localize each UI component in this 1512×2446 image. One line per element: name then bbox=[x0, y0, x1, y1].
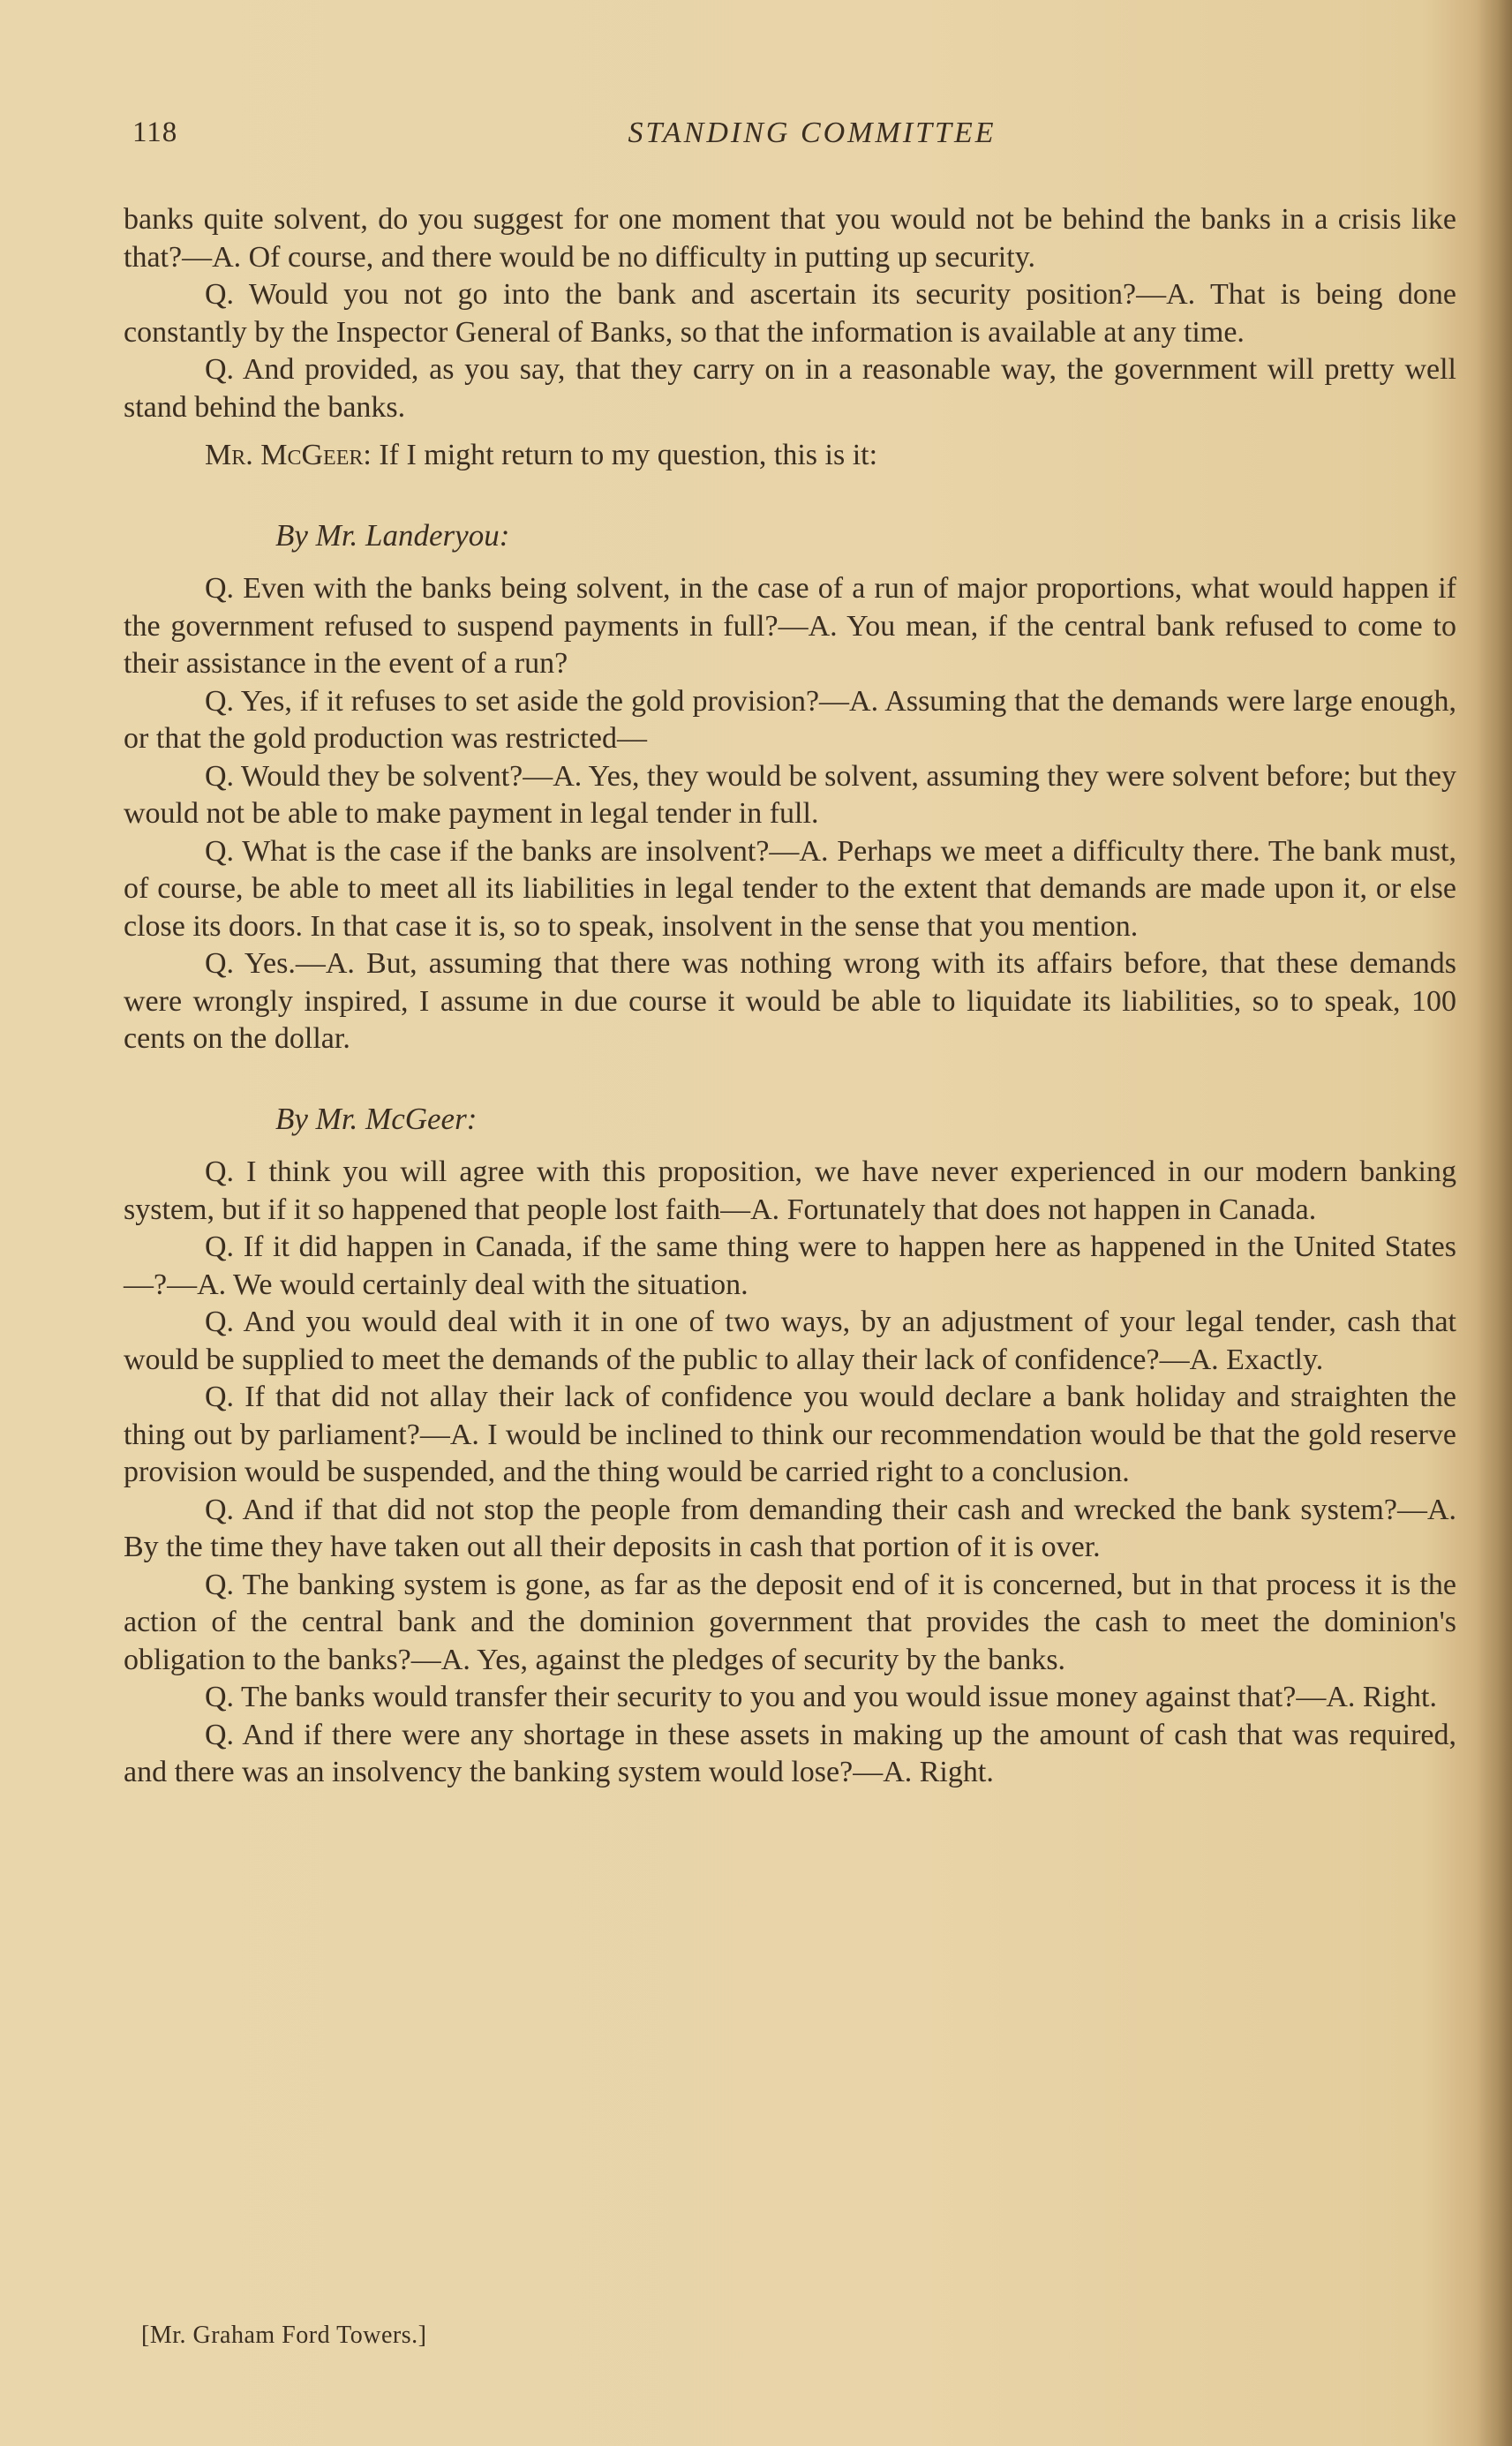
page-body bbox=[124, 201, 1456, 1792]
section-heading-mcgeer: By Mr. McGeer: bbox=[275, 1101, 478, 1136]
paragraph: Q. I think you will agree with this proposition, we have never experienced in our modern banking system, but if it so happened that people lost faith—A. Fortunately that does not happen in Canada. bbox=[124, 1155, 1456, 1226]
paragraph: Q. And you would deal with it in one of two ways, by an adjustment of your legal tender, cash that would be supplied to meet the demands of the public to allay their lack of confidence?—A. Exactly. bbox=[124, 1306, 1456, 1376]
witness-note: [Mr. Graham Ford Towers.] bbox=[141, 2322, 427, 2349]
paragraph: Q. Yes, if it refuses to set aside the gold provision?—A. Assuming that the demands were large enough, or that the gold production was restricted— bbox=[124, 684, 1456, 755]
page-edge-shadow bbox=[1477, 0, 1512, 2446]
page-number: 118 bbox=[132, 117, 178, 148]
page-header bbox=[132, 117, 1439, 161]
paragraph: Q. The banking system is gone, as far as the deposit end of it is concerned, but in that process it is the action of the central bank and the dominion government that provides the cash to meet the dominion's obligation to the banks?—A. Yes, against the pledges of security by the banks. bbox=[124, 1568, 1456, 1676]
paragraph: Q. If it did happen in Canada, if the same thing were to happen here as happened in the United States—?—A. We would certainly deal with the situation. bbox=[124, 1231, 1456, 1301]
interjection bbox=[124, 437, 1456, 475]
paragraph: Q. Would you not go into the bank and ascertain its security position?—A. That is being done constantly by the Inspector General of Banks, so that the information is available at any time. bbox=[124, 278, 1456, 349]
paragraph: Q. Would they be solvent?—A. Yes, they would be solvent, assuming they were solvent before; but they would not be able to make payment in legal tender in full. bbox=[124, 759, 1456, 830]
paragraph: Q. The banks would transfer their security to you and you would issue money against that?—A. Right. bbox=[205, 1681, 1437, 1713]
paragraph: Q. And if there were any shortage in these assets in making up the amount of cash that was required, and there was an insolvency the banking system would lose?—A. Right. bbox=[124, 1718, 1456, 1788]
paragraph: Q. What is the case if the banks are insolvent?—A. Perhaps we meet a difficulty there. The bank must, of course, be able to meet all its liabilities in legal tender to the extent that demands are made upon it, or else close its doors. In that case it is, so to speak, insolvent in the sense that you mention. bbox=[124, 834, 1456, 943]
paragraph: Q. And provided, as you say, that they carry on in a reasonable way, the government will pretty well stand behind the banks. bbox=[124, 353, 1456, 424]
paragraph: Q. Even with the banks being solvent, in the case of a run of major proportions, what would happen if the government refused to suspend payments in full?—A. You mean, if the central bank refused to come to their assistance in the event of a run? bbox=[124, 572, 1456, 680]
paragraph: Q. And if that did not stop the people from demanding their cash and wrecked the bank system?—A. By the time they have taken out all their deposits in cash that portion of it is over. bbox=[124, 1493, 1456, 1563]
section-heading-landeryou: By Mr. Landeryou: bbox=[275, 517, 510, 553]
paragraph: Q. If that did not allay their lack of confidence you would declare a bank holiday and straighten the thing out by parliament?—A. I would be inclined to think our recommendation would be that the gold reserve provision would be suspended, and the thing would be carried right to a conclusion. bbox=[124, 1381, 1456, 1488]
paragraph: Q. Yes.—A. But, assuming that there was nothing wrong with its affairs before, that these demands were wrongly inspired, I assume in due course it would be able to liquidate its liabilities, so to speak, 100 cents on the dollar. bbox=[124, 947, 1456, 1055]
interjection-text: : If I might return to my question, this is it: bbox=[363, 439, 878, 471]
paragraph: banks quite solvent, do you suggest for one moment that you would not be behind the banks in a crisis like that?—A. Of course, and there would be no difficulty in putting up security. bbox=[124, 203, 1456, 274]
speaker-name: Mr. McGeer bbox=[205, 439, 364, 471]
running-title: STANDING COMMITTEE bbox=[628, 117, 997, 149]
